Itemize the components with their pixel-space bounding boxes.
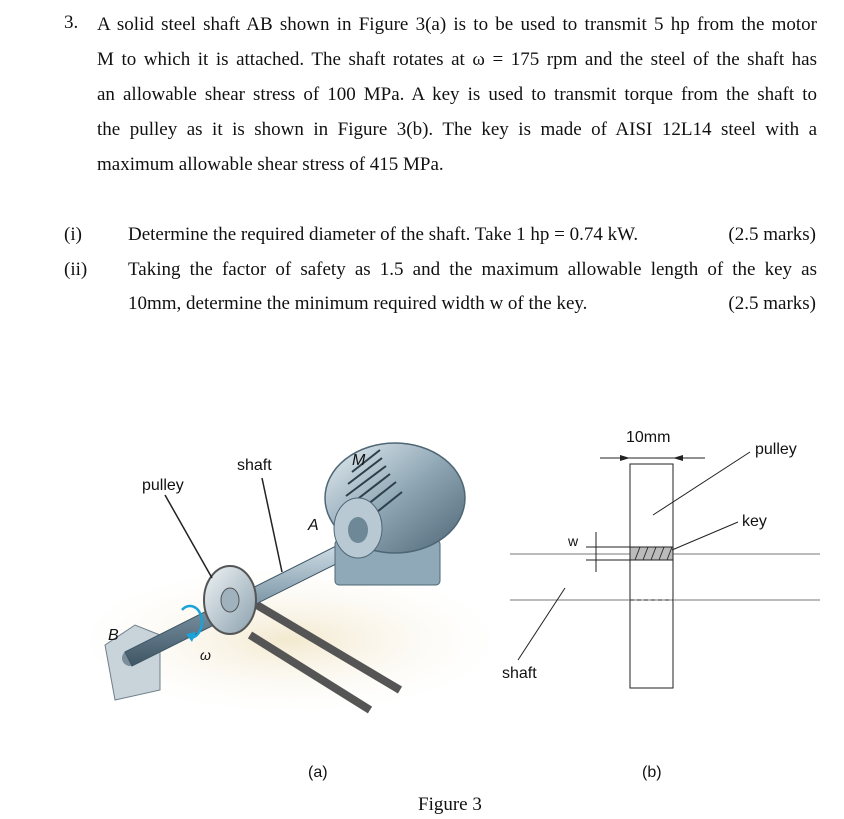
key-leader [672,522,738,550]
label-key: key [742,513,767,530]
part-ii-marks: (2.5 marks) [728,293,816,314]
part-ii-line: Taking the factor of safety as 1.5 and the maximum allowable length of the key as [128,259,817,280]
figure-3b [500,420,830,700]
dim-arrow-right [673,455,683,461]
figure-3a [90,420,490,740]
figure-3a-sublabel: (a) [308,764,328,781]
shaft-leader [262,478,282,572]
part-ii-text-line1 [128,259,817,281]
label-end-b: B [108,627,119,644]
part-i-text: Determine the required diameter of the shaft. Take 1 hp = 0.74 kW. [128,224,639,245]
pulley-leader [165,495,212,578]
label-shaft: shaft [237,457,272,474]
question-text [97,7,817,182]
label-pulley-b: pulley [755,441,797,458]
question-line: M to which it is attached. The shaft rotates at ω = 175 rpm and the steel of the shaft has [97,49,817,70]
question-line: A solid steel shaft AB shown in Figure 3(a) is to be used to transmit 5 hp from the motor [97,14,817,35]
label-10mm: 10mm [626,429,671,446]
question-number: 3. [64,12,79,33]
figure-3b-sublabel: (b) [642,764,662,781]
part-i-label: (i) [64,224,82,245]
part-ii-label: (ii) [64,259,88,280]
label-omega: ω [200,647,211,663]
pulley-leader-b [653,452,750,515]
part-i-marks: (2.5 marks) [728,224,816,245]
part-ii-text-line2: 10mm, determine the minimum required width w of the key. [128,293,588,314]
label-w: w [568,533,579,549]
label-motor: M [352,452,366,469]
pulley-section [630,464,673,688]
figure-caption: Figure 3 [418,794,482,815]
label-shaft-b: shaft [502,665,537,682]
label-pulley: pulley [142,477,184,494]
label-end-a: A [308,517,319,534]
dim-arrow-left [620,455,630,461]
shaft-leader-b [518,588,565,660]
question-line: maximum allowable shear stress of 415 MPa. [97,154,444,175]
question-line: the pulley as it is shown in Figure 3(b). The key is made of AISI 12L14 steel with a [97,119,817,140]
question-line: an allowable shear stress of 100 MPa. A key is used to transmit torque from the shaft to [97,84,817,105]
pulley-hub [221,588,239,612]
motor-face-inner [348,517,368,543]
